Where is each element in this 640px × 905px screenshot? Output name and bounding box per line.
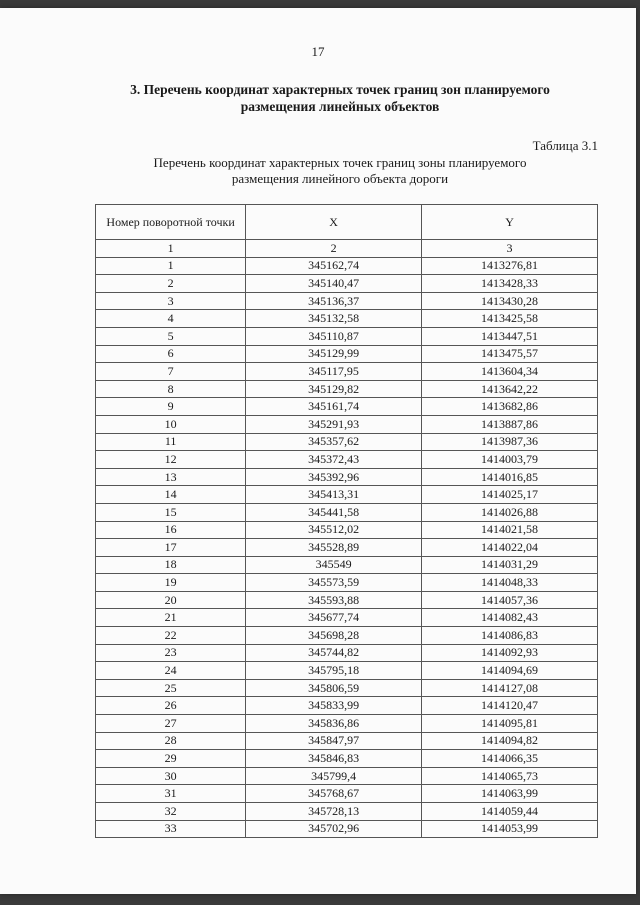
table-row (96, 644, 598, 662)
point-number-cell: 12 (96, 451, 246, 469)
x-coordinate-cell: 345847,97 (246, 732, 422, 750)
x-coordinate-cell: 345549 (246, 556, 422, 574)
y-coordinate-cell: 1414120,47 (422, 697, 598, 715)
table-row (96, 380, 598, 398)
x-coordinate-cell: 345744,82 (246, 644, 422, 662)
y-coordinate-cell: 1413475,57 (422, 345, 598, 363)
table-row (96, 433, 598, 451)
section-title-line-2: размещения линейных объектов (240, 99, 440, 114)
x-coordinate-cell: 345768,67 (246, 785, 422, 803)
point-number-cell: 18 (96, 556, 246, 574)
table-row (96, 521, 598, 539)
x-coordinate-cell: 345441,58 (246, 503, 422, 521)
point-number-cell: 23 (96, 644, 246, 662)
table-row (96, 556, 598, 574)
table-row (96, 820, 598, 838)
y-coordinate-cell: 1413276,81 (422, 257, 598, 275)
table-row (96, 310, 598, 328)
column-number-3: 3 (422, 240, 598, 258)
point-number-cell: 10 (96, 415, 246, 433)
x-coordinate-cell: 345132,58 (246, 310, 422, 328)
table-row (96, 750, 598, 768)
x-coordinate-cell: 345593,88 (246, 591, 422, 609)
point-number-cell: 1 (96, 257, 246, 275)
x-coordinate-cell: 345372,43 (246, 451, 422, 469)
x-coordinate-cell: 345512,02 (246, 521, 422, 539)
coordinates-table (95, 204, 598, 838)
table-header-row (96, 205, 598, 240)
y-coordinate-cell: 1413425,58 (422, 310, 598, 328)
x-coordinate-cell: 345110,87 (246, 327, 422, 345)
table-row (96, 803, 598, 821)
table-label: Таблица 3.1 (532, 138, 598, 153)
point-number-cell: 4 (96, 310, 246, 328)
table-row (96, 257, 598, 275)
table-caption-line-2: размещения линейного объекта дороги (231, 171, 449, 186)
x-coordinate-cell: 345677,74 (246, 609, 422, 627)
x-coordinate-cell: 345161,74 (246, 398, 422, 416)
table-row (96, 398, 598, 416)
table-row (96, 591, 598, 609)
y-coordinate-cell: 1414063,99 (422, 785, 598, 803)
table-caption (100, 155, 580, 187)
x-coordinate-cell: 345698,28 (246, 627, 422, 645)
table-row (96, 627, 598, 645)
x-coordinate-cell: 345392,96 (246, 468, 422, 486)
coordinates-table-body (96, 257, 598, 838)
column-number-1: 1 (96, 240, 246, 258)
x-coordinate-cell: 345702,96 (246, 820, 422, 838)
point-number-cell: 5 (96, 327, 246, 345)
point-number-cell: 20 (96, 591, 246, 609)
table-row (96, 715, 598, 733)
x-coordinate-cell: 345528,89 (246, 539, 422, 557)
y-coordinate-cell: 1414057,36 (422, 591, 598, 609)
point-number-cell: 11 (96, 433, 246, 451)
x-coordinate-cell: 345833,99 (246, 697, 422, 715)
point-number-cell: 13 (96, 468, 246, 486)
table-row (96, 468, 598, 486)
point-number-cell: 15 (96, 503, 246, 521)
table-row (96, 539, 598, 557)
table-row (96, 363, 598, 381)
x-coordinate-cell: 345413,31 (246, 486, 422, 504)
y-coordinate-cell: 1414127,08 (422, 679, 598, 697)
point-number-cell: 9 (96, 398, 246, 416)
table-row (96, 767, 598, 785)
table-row (96, 345, 598, 363)
point-number-cell: 2 (96, 275, 246, 293)
y-coordinate-cell: 1414022,04 (422, 539, 598, 557)
table-caption-line-1: Перечень координат характерных точек границ зоны планируемого (153, 155, 527, 170)
y-coordinate-cell: 1414095,81 (422, 715, 598, 733)
y-coordinate-cell: 1414059,44 (422, 803, 598, 821)
table-row (96, 415, 598, 433)
point-number-cell: 7 (96, 363, 246, 381)
y-coordinate-cell: 1413447,51 (422, 327, 598, 345)
point-number-cell: 6 (96, 345, 246, 363)
y-coordinate-cell: 1414048,33 (422, 574, 598, 592)
x-coordinate-cell: 345846,83 (246, 750, 422, 768)
y-coordinate-cell: 1414082,43 (422, 609, 598, 627)
table-row (96, 275, 598, 293)
point-number-cell: 21 (96, 609, 246, 627)
header-y: Y (422, 205, 598, 240)
table-row (96, 292, 598, 310)
x-coordinate-cell: 345806,59 (246, 679, 422, 697)
document-page (0, 8, 636, 894)
point-number-cell: 28 (96, 732, 246, 750)
y-coordinate-cell: 1413430,28 (422, 292, 598, 310)
x-coordinate-cell: 345357,62 (246, 433, 422, 451)
table-row (96, 785, 598, 803)
point-number-cell: 16 (96, 521, 246, 539)
page-number: 17 (311, 44, 325, 59)
column-number-row (96, 240, 598, 258)
table-row (96, 486, 598, 504)
point-number-cell: 32 (96, 803, 246, 821)
point-number-cell: 33 (96, 820, 246, 838)
table-row (96, 662, 598, 680)
y-coordinate-cell: 1413682,86 (422, 398, 598, 416)
x-coordinate-cell: 345136,37 (246, 292, 422, 310)
y-coordinate-cell: 1414066,35 (422, 750, 598, 768)
y-coordinate-cell: 1414094,69 (422, 662, 598, 680)
x-coordinate-cell: 345799,4 (246, 767, 422, 785)
y-coordinate-cell: 1414086,83 (422, 627, 598, 645)
column-number-2: 2 (246, 240, 422, 258)
x-coordinate-cell: 345795,18 (246, 662, 422, 680)
point-number-cell: 22 (96, 627, 246, 645)
point-number-cell: 17 (96, 539, 246, 557)
point-number-cell: 3 (96, 292, 246, 310)
y-coordinate-cell: 1413987,36 (422, 433, 598, 451)
point-number-cell: 30 (96, 767, 246, 785)
table-row (96, 732, 598, 750)
y-coordinate-cell: 1413887,86 (422, 415, 598, 433)
y-coordinate-cell: 1414065,73 (422, 767, 598, 785)
table-row (96, 327, 598, 345)
table-row (96, 609, 598, 627)
x-coordinate-cell: 345129,82 (246, 380, 422, 398)
section-title-line-1: 3. Перечень координат характерных точек границ зон планируемого (130, 82, 550, 97)
x-coordinate-cell: 345836,86 (246, 715, 422, 733)
y-coordinate-cell: 1413428,33 (422, 275, 598, 293)
x-coordinate-cell: 345162,74 (246, 257, 422, 275)
header-x: X (246, 205, 422, 240)
y-coordinate-cell: 1414031,29 (422, 556, 598, 574)
x-coordinate-cell: 345129,99 (246, 345, 422, 363)
y-coordinate-cell: 1413642,22 (422, 380, 598, 398)
table-row (96, 451, 598, 469)
table-row (96, 574, 598, 592)
x-coordinate-cell: 345291,93 (246, 415, 422, 433)
point-number-cell: 31 (96, 785, 246, 803)
y-coordinate-cell: 1414025,17 (422, 486, 598, 504)
y-coordinate-cell: 1414053,99 (422, 820, 598, 838)
table-row (96, 697, 598, 715)
y-coordinate-cell: 1413604,34 (422, 363, 598, 381)
x-coordinate-cell: 345117,95 (246, 363, 422, 381)
x-coordinate-cell: 345140,47 (246, 275, 422, 293)
point-number-cell: 8 (96, 380, 246, 398)
point-number-cell: 24 (96, 662, 246, 680)
point-number-cell: 27 (96, 715, 246, 733)
point-number-cell: 19 (96, 574, 246, 592)
y-coordinate-cell: 1414003,79 (422, 451, 598, 469)
header-point-number: Номер поворотной точки (96, 205, 246, 240)
point-number-cell: 26 (96, 697, 246, 715)
x-coordinate-cell: 345573,59 (246, 574, 422, 592)
point-number-cell: 25 (96, 679, 246, 697)
table-row (96, 679, 598, 697)
point-number-cell: 29 (96, 750, 246, 768)
y-coordinate-cell: 1414094,82 (422, 732, 598, 750)
table-row (96, 503, 598, 521)
section-title (90, 81, 590, 115)
x-coordinate-cell: 345728,13 (246, 803, 422, 821)
y-coordinate-cell: 1414026,88 (422, 503, 598, 521)
y-coordinate-cell: 1414016,85 (422, 468, 598, 486)
y-coordinate-cell: 1414021,58 (422, 521, 598, 539)
point-number-cell: 14 (96, 486, 246, 504)
y-coordinate-cell: 1414092,93 (422, 644, 598, 662)
